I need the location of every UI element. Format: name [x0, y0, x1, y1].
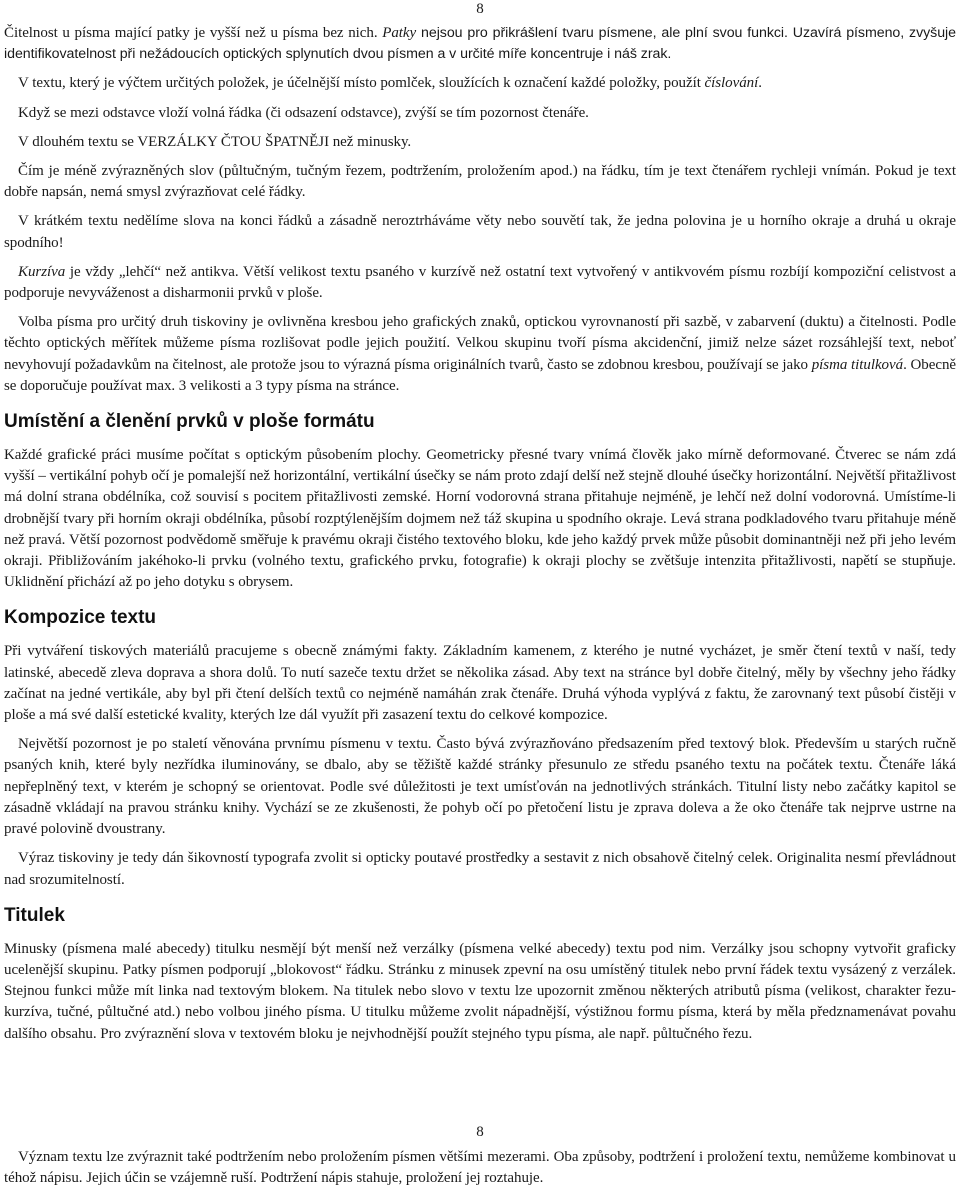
intro-paragraph-spacing: Když se mezi odstavce vloží volná řádka (či odsazení odstavce), zvýší se tím pozornost čtenáře.	[18, 104, 589, 121]
intro-paragraph-capitals: V dlouhém textu se VERZÁLKY ČTOU ŠPATNĚJI než minusky.	[18, 133, 412, 150]
layout-paragraph: Každé grafické práci musíme počítat s optickým působením plochy. Geometricky přesné tvary vnímá člověk jako mírně deformované. Čtverec se nám zdá vyšší – vertikální pohyb očí je pomalejší než horizontální, vertikální úsečky se nám proto zdají delší než stejně dlouhé úsečky horizontální. Největší přitažlivost má dolní strana obdélníka, což souvisí s pocitem přitažlivosti zemské. Horní vodorovná strana přitahuje nejméně, je lehčí než dolní vodorovná. Umístíme-li drobnější tvary při horním okraji obdélníka, působí rozptýlenějším dojmem než táž skupina u spodního okraje. Levá strana podkladového tvaru přitahuje méně než pravá. Větší pozornost podvědomě směřuje k pravému okraji čistého textového bloku, kde jeho každý prvek může působit dominantněji než při jeho levém okraji. Přibližováním jakéhoko-li prvku (volného textu, grafického prvku, fotografie) k okraji plochy se zvětšuje intenzita přitažlivosti, napětí se stupňuje. Uklidnění přichází až po jeho dotyku s obrysem.	[4, 447, 956, 591]
section-title-headline: Titulek	[4, 904, 65, 926]
section-title-layout: Umístění a členění prvků v ploše formátu	[4, 411, 375, 433]
intro-paragraph-typeface-choice: Volba písma pro určitý druh tiskoviny je ovlivněna kresbou jeho grafických znaků, optickou vyrovnaností při sazbě, v zabarvení (duktu) a čitelnosti. Podle těchto optických měřítek můžeme písma rozlišovat podle jejich použití. Velkou skupinu tvoří písma akcidenční, jimiž nelze sázet rozsáhlejší text, neboť nevyhovují požadavkům na čitelnost, ale protože jsou to výrazná písma originálních tvarů, často se zdobnou kresbou, používají se jako písma titulková. Obecně se doporučuje používat max. 3 velikosti a 3 typy písma na stránce.	[4, 314, 957, 394]
intro-paragraph-hyphenation: V krátkém textu nedělíme slova na konci řádků a zásadně neroztrháváme věty nebo souvětí tak, že jedna polovina je u horního okraje a druhá u okraje spodního!	[4, 213, 956, 251]
page-number-top: 8	[476, 1, 484, 17]
intro-paragraph-numbering: V textu, který je výčtem určitých položek, je účelnější místo pomlček, sloužících k označení každé položky, použít číslování.	[18, 75, 762, 92]
section-title-composition: Kompozice textu	[4, 607, 157, 629]
intro-paragraph-serifs: Čitelnost u písma mající patky je vyšší než u písma bez nich. Patky nejsou pro přikrášlení tvaru písmene, ale plní svou funkci. Uzavírá písmeno, zvyšuje identifikovatelnost při nežádoucích optických splynutích dvou písmen a v určité míře koncentruje i náš zrak.	[4, 25, 956, 63]
headline-paragraph-2: Význam textu lze zvýraznit také podtržením nebo proložením písmen většími mezerami. Oba způsoby, podtržení i proložení textu, nemůžeme kombinovat u téhož nápisu. Jejich účin se vzájemně ruší. Podtržení nápis stahuje, proložení jej roztahuje.	[4, 1149, 956, 1187]
composition-paragraph-3: Výraz tiskoviny je tedy dán šikovností typografa zvolit si opticky poutavé prostředky a sestavit z nich obsahově čitelný celek. Originalita nesmí převládnout nad srozumitelností.	[4, 850, 956, 888]
intro-paragraph-emphasis: Čím je méně zvýrazněných slov (půltučným, tučným řezem, podtržením, proložením apod.) na řádku, tím je text čtenářem rychleji vnímán. Pokud je text dobře napsán, nemá smysl zvýrazňovat celé řádky.	[4, 163, 956, 201]
composition-paragraph-2: Největší pozornost je po staletí věnována prvnímu písmenu v textu. Často bývá zvýrazňováno předsazením před textový blok. Především u starých ručně psaných knih, které byly nezřídka iluminovány, se dbalo, aby se těžiště každé stránky přesunulo ze středu psaného textu na počátek textu. Čtenáře láká nepřeplněný text, v kterém je schopný se orientovat. Podle své důležitosti je text umísťován na jednotlivých stránkách. Titulní listy nebo začátky kapitol se zásadně vkládají na pravou stránku knihy. Vychází se ze zkušenosti, že pohyb očí po přetočení listu je zprava doleva a že oko čtenáře tak nejprve ustrne na pravé polovině dvoustrany.	[4, 736, 956, 838]
page-number-bottom: 8	[476, 1124, 484, 1140]
headline-paragraph-2-wrap	[4, 1147, 956, 1189]
intro-paragraph-italics: Kurzíva je vždy „lehčí“ než antikva. Větší velikost textu psaného v kurzívě než ostatní text vytvořený v antikvovém písmu rozbíjí kompoziční celistvost a podporuje nevyváženost a disharmonii prvků v ploše.	[4, 263, 956, 302]
headline-paragraph-1: Minusky (písmena malé abecedy) titulku nesmějí být menší než verzálky (písmena velké abecedy) textu pod nim. Verzálky jsou schopny vytvořit graficky ucelenější skupinu. Patky písmen podporují „blokovost“ řádku. Stránku z minusek zpevní na osu umístěný titulek nebo první řádek textu vysázený z verzálek. Stejnou funkci může mít linka nad textovým blokem. Na titulek nebo slovo v textu lze upozornit změnou některých atributů písma (velikost, charakter řezu-kurzíva, tučné, půltučné atd.) nebo volbou jiného písma. U titulku můžeme zvolit nápadnější, výstižnou formu písma, která by měla předznamenávat povahu dalšího obsahu. Pro zvýraznění slova v textovém bloku je nejvhodnější použít stejného typu písma, ale např. půltučného řezu.	[4, 940, 956, 1042]
composition-paragraph-1: Při vytváření tiskových materiálů pracujeme s obecně známými fakty. Základním kamenem, z kterého je nutné vycházet, je směr čtení textů v naší, tedy latinské, abecedě zleva doprava a shora dolů. To nutí sazeče textu držet se několika zásad. Aby text na stránce byl dobře čitelný, měly by všechny jeho řádky začínat na jedné vertikále, aby byl při čtení delších textů co nejméně namáhán zrak čtenáře. Druhá výhoda vyplývá z faktu, že zarovnaný text působí čistěji v ploše a má své další estetické kvality, kterých lze dál využít při zasazení textu do celkové kompozice.	[4, 643, 956, 724]
document-page	[4, 0, 956, 1053]
